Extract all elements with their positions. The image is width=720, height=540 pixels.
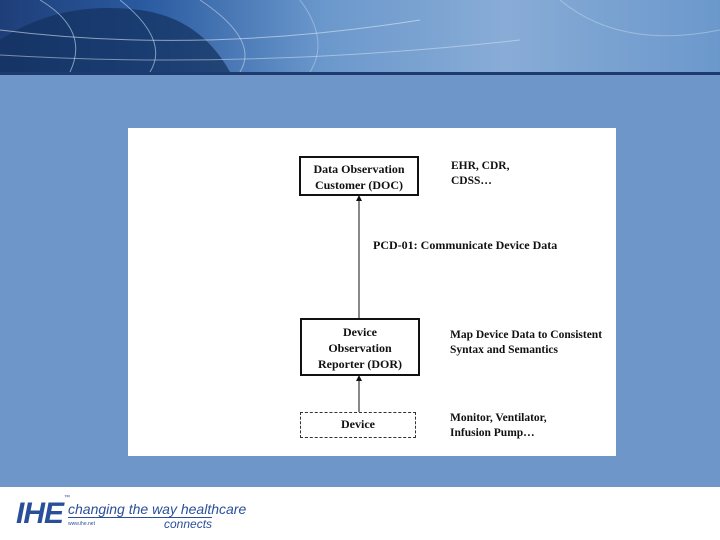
doc-box-line2: Customer (DOC) (314, 178, 404, 192)
dor-box-line1: Device (343, 325, 377, 339)
dor-note-line2: Syntax and Semantics (450, 344, 558, 356)
footer-url: www.ihe.net (68, 521, 95, 527)
device-box: Device (300, 412, 416, 438)
dor-box-line3: Reporter (DOR) (317, 357, 403, 371)
transaction-label: PCD-01: Communicate Device Data (373, 238, 558, 252)
doc-note-line2: CDSS… (451, 175, 492, 187)
doc-note-line1: EHR, CDR, (451, 160, 510, 172)
footer-tagline: changing the way healthcare (68, 501, 247, 517)
banner-divider (0, 72, 720, 75)
top-banner-globe (0, 0, 720, 72)
doc-note (451, 159, 509, 189)
device-note-line1: Monitor, Ventilator, (450, 412, 547, 424)
device-note (450, 411, 547, 441)
footer-bar (0, 487, 720, 540)
device-note-line2: Infusion Pump… (450, 427, 535, 439)
doc-box-line1: Data Observation (313, 162, 405, 176)
dor-box (300, 318, 420, 376)
ihe-logo: IHE (16, 497, 64, 530)
trademark-mark: ™ (64, 495, 70, 501)
footer-connects: connects (164, 517, 213, 531)
dor-note (450, 328, 602, 358)
architecture-diagram (128, 128, 616, 456)
doc-box (299, 156, 419, 196)
dor-box-line2: Observation (328, 341, 392, 355)
dor-note-line1: Map Device Data to Consistent (450, 329, 603, 341)
globe-graphic (0, 0, 720, 72)
